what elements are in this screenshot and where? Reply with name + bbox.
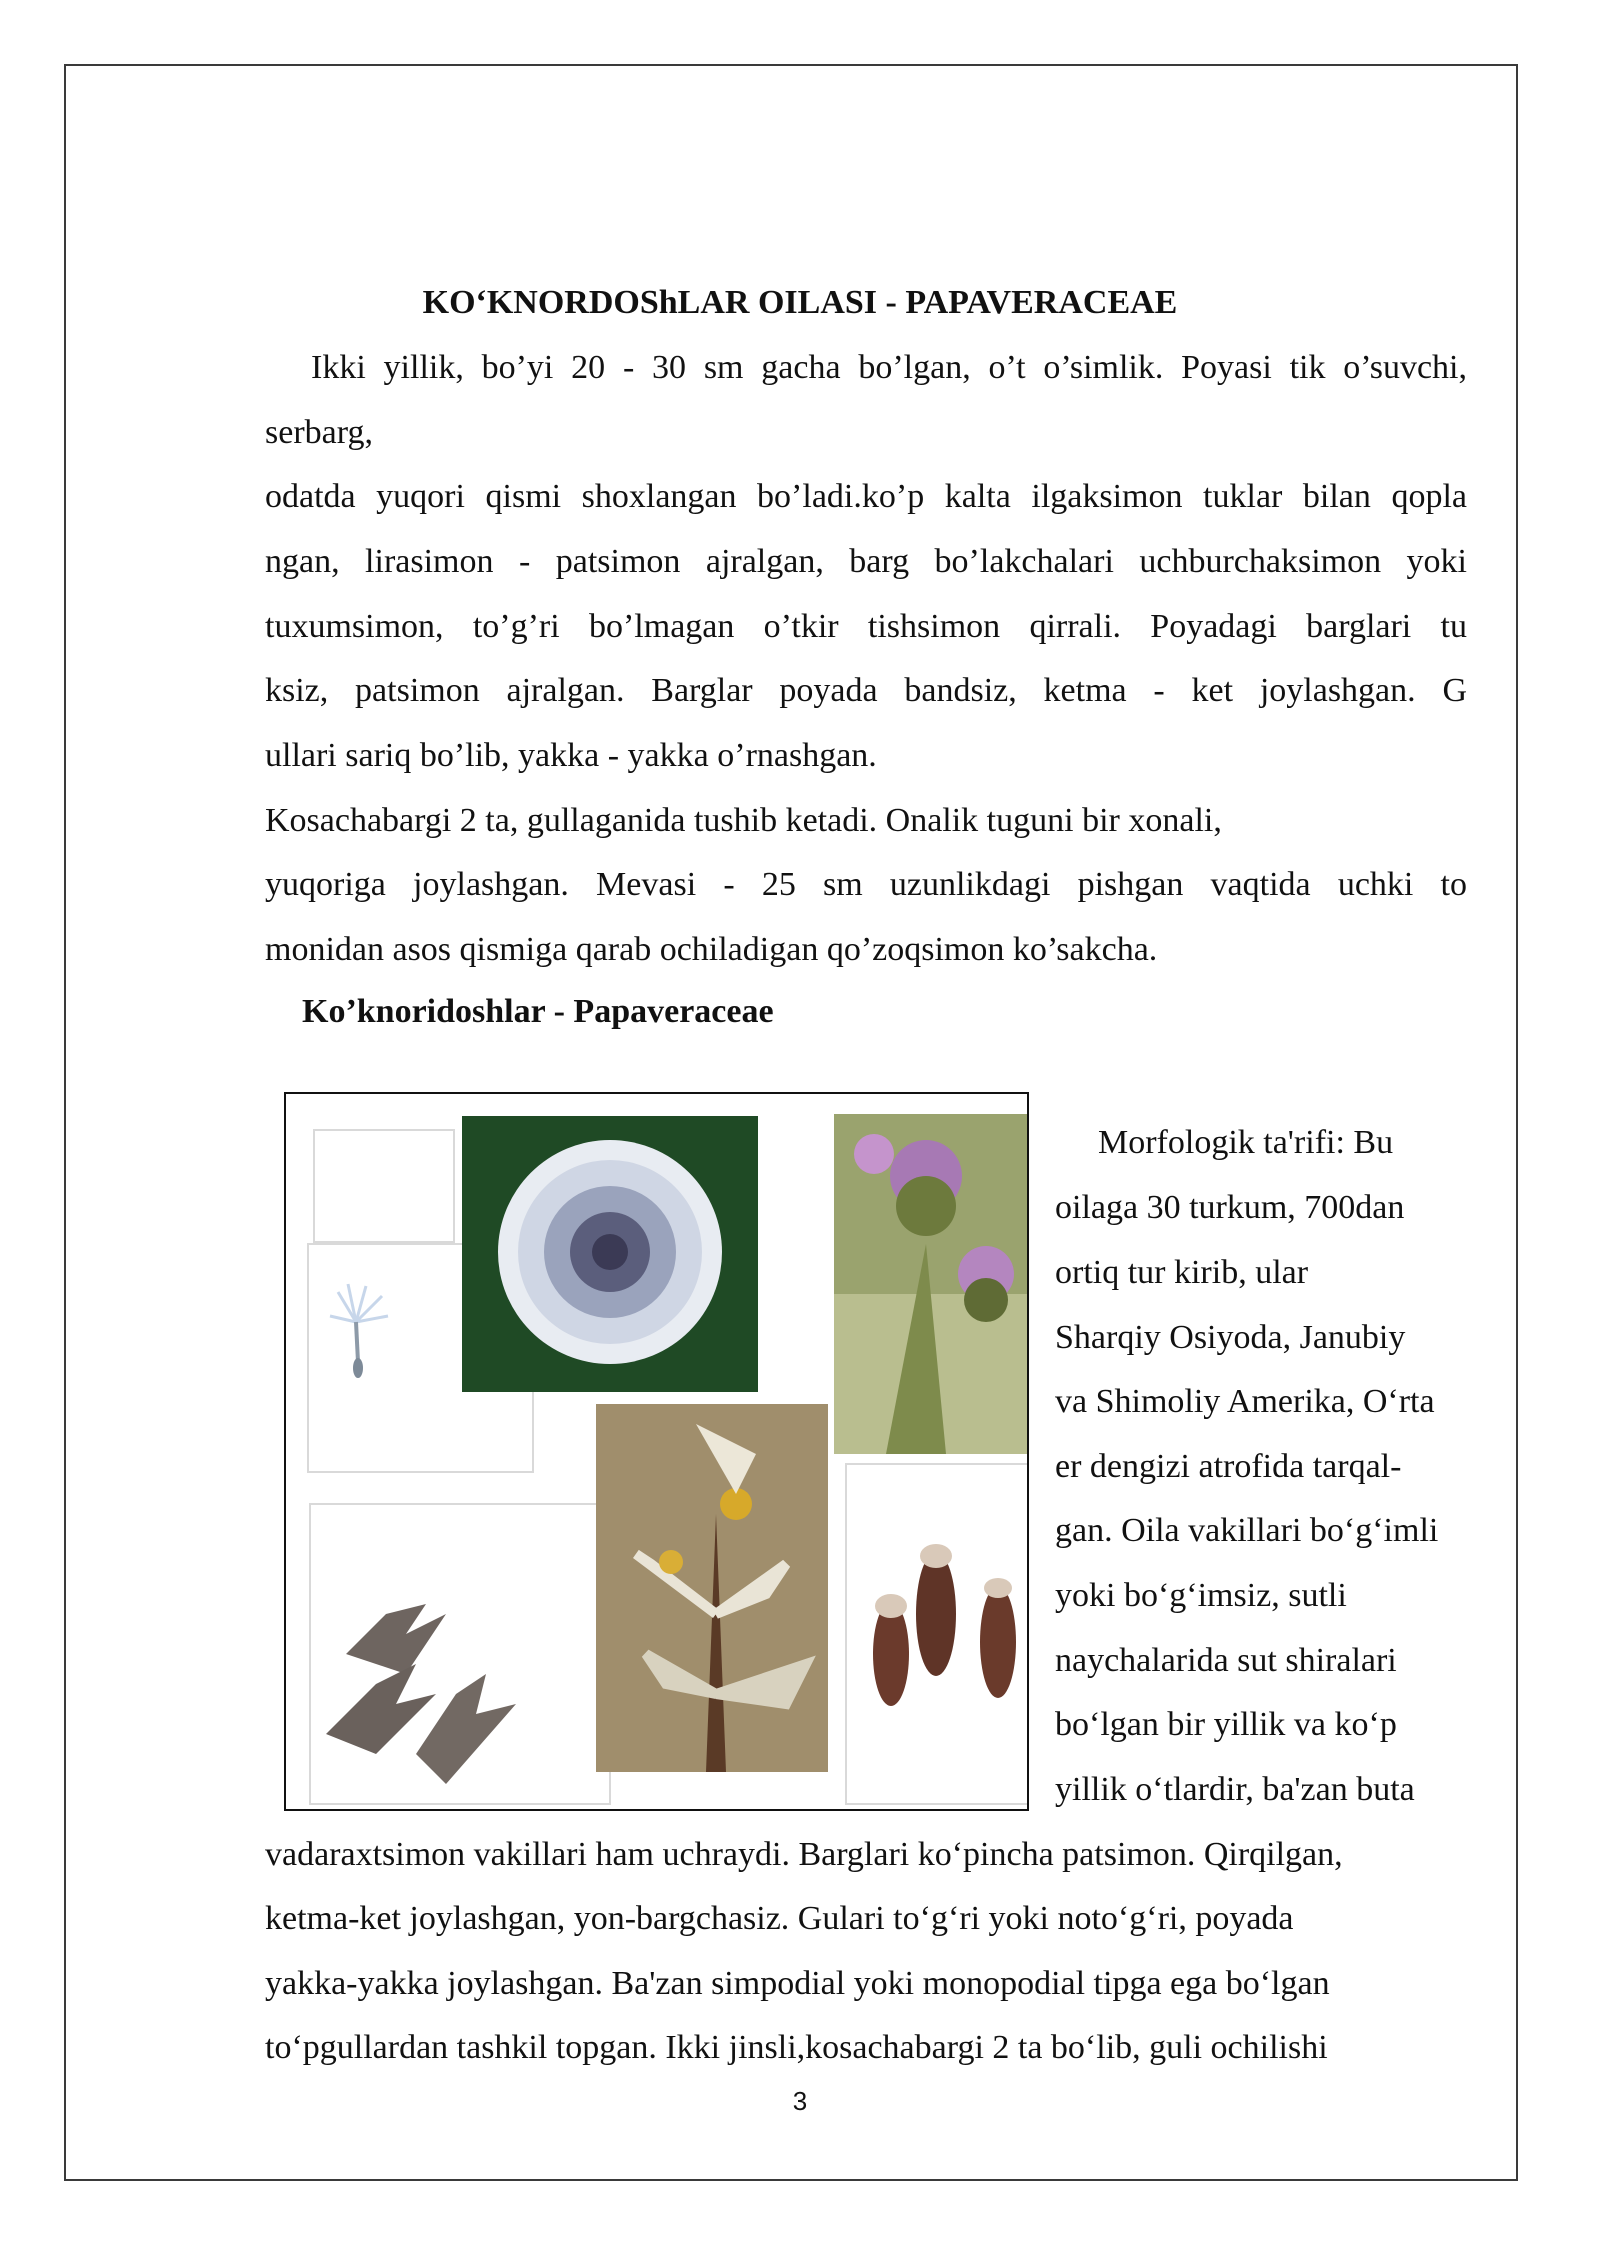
plant-collage-image [284, 1092, 1029, 1811]
intro-line-10: monidan asos qismiga qarab ochiladigan qo’zoqsimon ko’sakcha. [265, 931, 1158, 968]
side-line-3: ortiq tur kirib, ular [1055, 1254, 1309, 1291]
intro-line-9: yuqoriga joylashgan. Mevasi - 25 sm uzunlikdagi pishgan vaqtida uchki to [265, 866, 1467, 903]
side-line-4: Sharqiy Osiyoda, Janubiy [1055, 1319, 1406, 1356]
bottom-line-3: yakka-yakka joylashgan. Ba'zan simpodial yoki monopodial tipga ega bo‘lgan [265, 1965, 1330, 2002]
side-line-6: er dengizi atrofida tarqal- [1055, 1448, 1402, 1485]
intro-line-3: odatda yuqori qismi shoxlangan bo’ladi.ko’p kalta ilgaksimon tuklar bilan qopla [265, 478, 1467, 515]
bottom-line-2: ketma-ket joylashgan, yon-bargchasiz. Gulari to‘g‘ri yoki noto‘g‘ri, poyada [265, 1900, 1294, 1937]
side-line-9: naychalarida sut shiralari [1055, 1642, 1397, 1679]
side-line-7: gan. Oila vakillari bo‘g‘imli [1055, 1512, 1439, 1549]
intro-line-8: Kosachabargi 2 ta, gullaganida tushib ketadi. Onalik tuguni bir xonali, [265, 802, 1222, 839]
page-number: 3 [792, 2086, 808, 2116]
bottom-line-1: vadaraxtsimon vakillari ham uchraydi. Barglari ko‘pincha patsimon. Qirqilgan, [265, 1836, 1343, 1873]
dandelion-seedhead-photo [498, 1140, 722, 1364]
page-title: KO‘KNORDOShLAR OILASI - PAPAVERACEAE [422, 284, 1178, 321]
side-line-10: bo‘lgan bir yillik va ko‘p [1055, 1706, 1397, 1743]
side-line-5: va Shimoliy Amerika, O‘rta [1055, 1383, 1435, 1420]
intro-line-2: serbarg, [265, 414, 373, 451]
section-heading: Ko’knoridoshlar - Papaveraceae [302, 993, 774, 1030]
intro-line-7: ullari sariq bo’lib, yakka - yakka o’rnashgan. [265, 737, 877, 774]
side-line-2: oilaga 30 turkum, 700dan [1055, 1189, 1405, 1226]
bottom-line-4: to‘pgullardan tashkil topgan. Ikki jinsli,kosachabargi 2 ta bo‘lib, guli ochilishi [265, 2029, 1328, 2066]
side-line-1: Morfologik ta'rifi: Bu [1098, 1124, 1394, 1161]
side-line-8: yoki bo‘g‘imsiz, sutli [1055, 1577, 1347, 1614]
intro-line-5: tuxumsimon, to’g’ri bo’lmagan o’tkir tishsimon qirrali. Poyadagi barglari tu [265, 608, 1467, 645]
intro-line-4: ngan, lirasimon - patsimon ajralgan, barg bo’lakchalari uchburchaksimon yoki [265, 543, 1467, 580]
bidens-flower-photo [596, 1404, 828, 1772]
intro-line-6: ksiz, patsimon ajralgan. Barglar poyada bandsiz, ketma - ket joylashgan. G [265, 672, 1467, 709]
side-line-11: yillik o‘tlardir, ba'zan buta [1055, 1771, 1415, 1808]
intro-line-1: Ikki yillik, bo’yi 20 - 30 sm gacha bo’lgan, o’t o’simlik. Poyasi tik o’suvchi, [311, 349, 1467, 386]
